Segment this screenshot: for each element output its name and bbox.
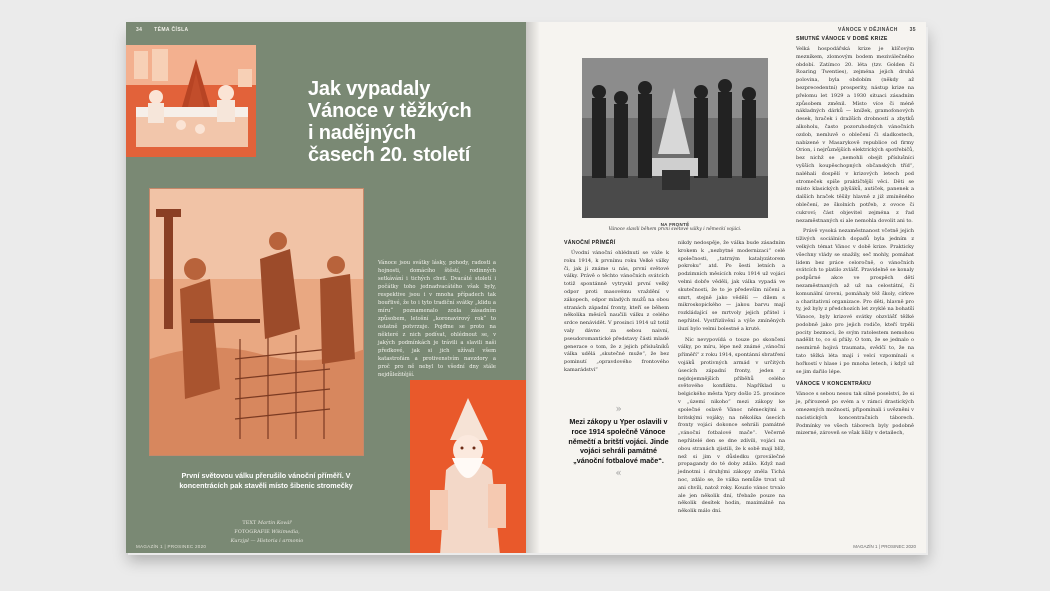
headline-line-2: Vánoce v těžkých <box>308 100 472 122</box>
headline-line-4: časech 20. století <box>308 144 471 166</box>
left-running-head <box>136 27 189 33</box>
section-heading-truce: VÁNOČNÍ PŘÍMĚŘÍ <box>564 240 616 246</box>
pull-quote-text: Mezi zákopy u Yper oslavili v roce 1914 společně Vánoce němečtí a britští vojáci. Jinde vojáci sehráli památné „vánoční fotbalové mače“. <box>568 417 669 466</box>
right-folio: MAGAZÍN 1 | PROSINEC 2020 <box>853 544 916 549</box>
column-3-paragraph-1: Velká hospodářská krize je klíčovým mezníkem, zlomovým bodem meziválečného období. Zatímco 20. léta (tzv. Golden či Roaring Twenties), zejména jejich druhá polovina, byla obdobím (někdy až bezprecedentní) prosperity, nástup krize na přelomu let 1929 a 1930 situaci zásadním způsobem změnil. Místo více či méně nákladných dárků — knížek, gramofonových desek, hraček i dražších drobností a zbytků alkoholu, často pozoruhodných vánočních ozdob, nemluvě o oblečení či sladkostech, nabízené v Masarykově republice od firmy Orion, i nejrůznějších elektrických spotřebičů, bez nichž se „nemohli obejít příslušníci vyšších koupěschopných občanských tříd“, naléhali dospělí v krizových letech pod stromeček spíše praktičtější věci. Děti se místo klasických plyšáků, autíček, panenek a dalších hraček těšily hlavně z již zmíněného oblečení, ze školních potřeb, z ovoce či cukroví; část objevitel zejména z řad nezaměstnaných si ale nemohla dovolit ani to. <box>796 46 914 224</box>
column-3-paragraph-3: Vánoce s sebou nesou tak silné poselství, že si je, přirozeně po svém a v rámci drastických omezených možností, připomínali i uvězněni v nacistických koncentračních táborech. Podmínky ve všech táborech byly podobně mizerné, zároveň se však lišily v detailech, <box>796 391 914 437</box>
credit-author: Martin Kovář <box>257 520 292 526</box>
text-column-1 <box>564 240 669 378</box>
santa-figurine-photo <box>410 380 526 553</box>
pull-quote <box>566 404 671 479</box>
column-2-paragraph-2: Nic nevypovídá o touze po skončení války, po míru, lépe než známé „vánoční příměří“ z roku 1914, spontánní sbratření vojáků protivných armád v určitých úsecích západní fronty, jeden z nejdojemnějších příběhů celého světového konfliktu. Například u belgického města Ypry došlo 25. prosince v „území nikoho“ mezi zákopy ke společné oslavě Vánoc německými a britskými vojáky; na několika úsecích fronty vojáci dokonce sehráli památné „vánoční fotbalové mače“. Večerně nepřátelé den se dne zdívili, vojáci na obou stranách zjistili, že k sobě mají blíž, než si jim v důsledku (proválečné propagandy do té doby zdálo. Když nad jednotmi i druhými zákopy zněla Tichá noc, zdálo se, že válka nemůže trvat už ani chvíli, natož roky. Kouzlo vánoc trvalo ale jen několik dní, třebaže pouze na několik desítek hodin, maximálně na několik málo dní. <box>678 336 785 515</box>
credit-text-label: TEXT <box>242 520 257 526</box>
text-column-3 <box>796 36 914 441</box>
left-page <box>126 22 526 553</box>
christmas-truce-illustration <box>149 188 364 456</box>
column-2-paragraph-1: nikdy nedospěje, že válka bude zásadním krokem k „nezbytné modernizaci“ celé společnosti, „tatrným katalyzátorem pokroku“ atd. Po šesti letních a podzimních měsících roku 1914 už vojáci velmi dobře věděli, jak válka vypadá ve skutečnosti, že to je především ničení a smrt, stejně jako vědělí — dílem s mikroskopického — jakou barvu mají rozkládající se mrtvoly jejich přátel i nepřátel. Vystřízlivění a výše zmíněných iluzí bylo velmi bolestné a kruté. <box>678 240 785 332</box>
credit-photo-label: FOTOGRAFIE <box>234 529 270 535</box>
column-3-paragraph-2: Právě vysoká nezaměstnanost včetně jejich tíživých sociálních dopadů byla jedním z velkých témat Vánoc v době krize. Prakticky všechny vlády se snažily, seč mohly, pomáhat lidem bez práce celoročně, o vánočních svátcích to platilo zvlášť. Pravidelně se konaly podpůrné akce ve prospěch dětí nezaměstnaných až už na celostátní, či komunální úrovni, pomáhaly též školy, církve a charitativní organizace. Pro děti, hlavně pro ty, jež byly z předchozích let zvyklé na bohatší Vánoce, byly krizové svátky obzvlášť těžké podobně jako pro jejich rodiče, kteří trpěli pocity bezmoci, že svým ratolestem nemohou nadělit to, co si přály. O tom, že se jednalo o nesmírně hojivá traumata, svědčí to, že na tato těžká léta mají i velcí vzpomínali s hořkostí v hlase i po mnoha letech, i když už se jim dařilo lépe. <box>796 228 914 375</box>
credit-photo-source-2: Kurzjpl — Historia i armonio <box>230 538 304 544</box>
right-page <box>526 22 926 553</box>
headline-line-3: i nadějných <box>308 122 416 144</box>
column-1-paragraph: Úvodní vánoční ohlédnutí se váže k roku 1914, k prvnímu roku Velké války či, jak ji známe u nás, první světové války. Právě o těchto vánočních svátcích totiž spontánně vytryskl první velký odpor proti masovému vraždění v zákopech, odpor mladých mužů na obou stranách západní fronty, kteří se během několika měsíců naučili válku z celého srdce nenávidět. V prosinci 1914 už totiž valy dávno za sebou naivní, pseudoromantické představy části mladé generace o tom, že z jejich příslušníků válka udělá „skutečné muže“, že bez pominutí „opravdového frontového kamarádství“ <box>564 250 669 373</box>
photo-caption-title: NA FRONTĚ <box>660 222 690 227</box>
left-section-label: TÉMA ČÍSLA <box>154 27 189 33</box>
article-intro: Vánoce jsou svátky lásky, pohody, radosti a hojnosti, domácího štěstí, rodinných setkávání i tichých chvil. Dvacáté století i počátky toho jednadvacátého však byly, respektive jsou i v mnoha případech tak bouřlivé, že to i tyto tradiční svátky „klidu a míru“ poznamenalo zcela zásadním způsobem, letošní „koronavirový rok“ to ostatně potvrzuje. Pojďme se proto na některé z nich podívat, ohlédnout se, v jakých podmínkách je trávili a slavili naši předkové, jak si jich užívali všem katastrofám a protivenstvím navzdory a proč pro ně nebyl to všední dny stále nejdůležitější. <box>378 260 496 378</box>
left-caption: První světovou válku přerušilo vánoční příměří. V koncentrácích pak stavěli místo šibenic stromečky <box>179 471 353 490</box>
photo-caption-text: Vánoce slavili během první světové války i německí vojáci. <box>608 227 742 232</box>
right-section-label: VÁNOCE V DĚJINÁCH <box>837 27 898 33</box>
christmas-party-photo <box>126 45 256 157</box>
soldiers-christmas-photo <box>582 58 768 218</box>
pull-quote-open-mark: » <box>615 404 622 415</box>
right-running-head <box>838 27 916 33</box>
headline-line-1: Jak vypadaly <box>308 78 431 100</box>
left-page-number: 34 <box>136 27 143 33</box>
article-headline <box>308 78 518 166</box>
section-heading-camps: VÁNOCE V KONCENTRÁKU <box>796 381 872 388</box>
credits <box>182 519 352 546</box>
right-page-number: 35 <box>909 27 916 33</box>
photo-caption <box>582 222 768 233</box>
pull-quote-close-mark: « <box>615 467 622 479</box>
section-heading-crisis: SMUTNÉ VÁNOCE V DOBĚ KRIZE <box>796 36 888 42</box>
credit-photo-source: Wikimedia, <box>271 529 300 535</box>
left-folio: MAGAZÍN 1 | PROSINEC 2020 <box>136 544 207 549</box>
spine-gutter <box>526 22 540 553</box>
text-column-2 <box>678 240 785 519</box>
